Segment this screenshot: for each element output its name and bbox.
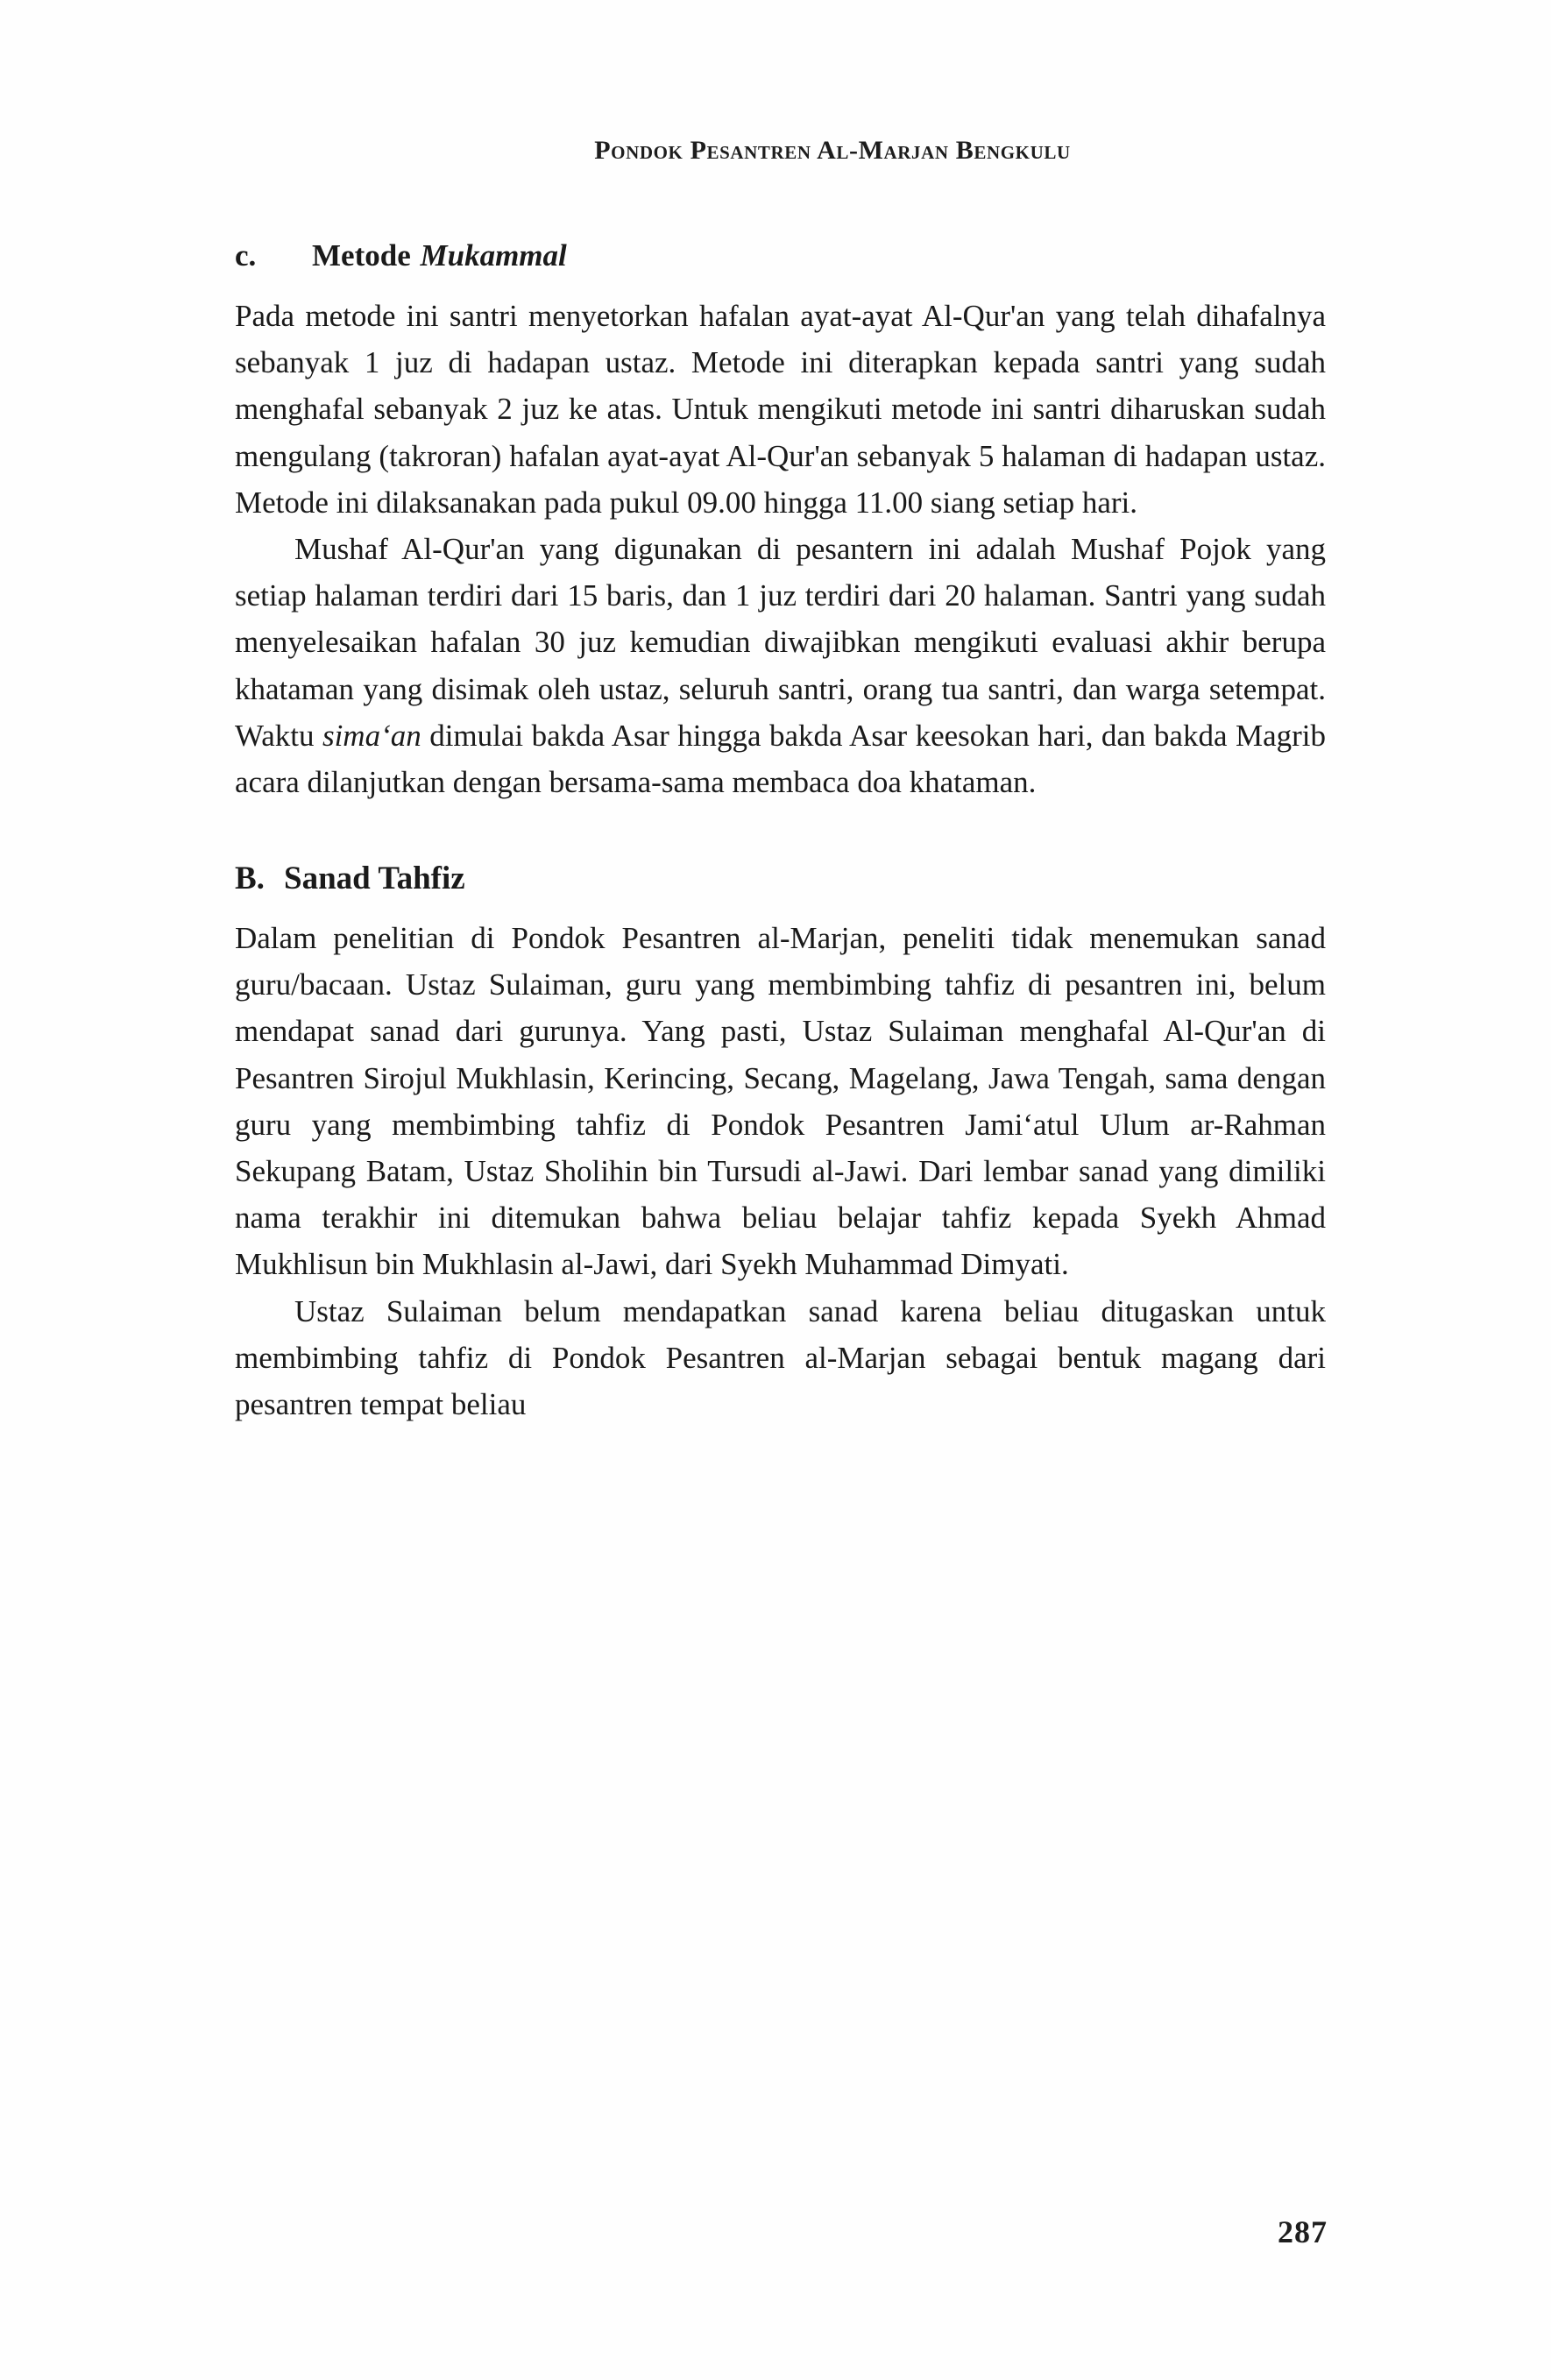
paragraph-2-part2: dimulai bakda Asar hingga bakda Asar keesokan hari, dan bakda Magrib acara dilanjutkan dengan bersama-sama membaca doa khataman.: [235, 718, 1326, 799]
section-heading: [235, 860, 1326, 897]
paragraph-4: Ustaz Sulaiman belum mendapatkan sanad karena beliau ditugaskan untuk membimbing tahfiz di Pondok Pesantren al-Marjan sebagai bentuk magang dari pesantren tempat beliau: [235, 1293, 1326, 1421]
page-body: [235, 238, 1326, 1427]
section-title: Sanad Tahfiz: [284, 861, 465, 897]
subsection-heading: [235, 238, 1326, 273]
running-head: Pondok Pesantren Al-Marjan Bengkulu: [594, 136, 1071, 165]
paragraph-2: [235, 526, 1326, 805]
subsection-marker: c.: [235, 238, 257, 273]
paragraph-3: Dalam penelitian di Pondok Pesantren al-Marjan, peneliti tidak menemukan sanad guru/bacaan. Ustaz Sulaiman, guru yang membimbing tahfiz di pesantren ini, belum mendapat sanad dari gurunya. Yang pasti, Ustaz Sulaiman menghafal Al-Qur'an di Pesantren Sirojul Mukhlasin, Kerincing, Secang, Magelang, Jawa Tengah, sama dengan guru yang membimbing tahfiz di Pondok Pesantren Jami‘atul Ulum ar-Rahman Sekupang Batam, Ustaz Sholihin bin Tursudi al-Jawi. Dari lembar sanad yang dimiliki nama terakhir ini ditemukan bahwa beliau belajar tahfiz kepada Syekh Ahmad Mukhlisun bin Mukhlasin al-Jawi, dari Syekh Muhammad Dimyati.: [235, 921, 1326, 1282]
paragraph-2-italic: sima‘an: [322, 718, 421, 753]
page-number: 287: [1278, 2214, 1328, 2249]
subsection-title-italic: Mukammal: [420, 238, 567, 273]
paragraph-1: Pada metode ini santri menyetorkan hafalan ayat-ayat Al-Qur'an yang telah dihafalnya sebanyak 1 juz di hadapan ustaz. Metode ini diterapkan kepada santri yang sudah menghafal sebanyak 2 juz ke atas. Untuk mengikuti metode ini santri diharuskan sudah mengulang (takroran) hafalan ayat-ayat Al-Qur'an sebanyak 5 halaman di hadapan ustaz. Metode ini dilaksanakan pada pukul 09.00 hingga 11.00 siang setiap hari.: [235, 299, 1326, 520]
subsection-title: Metode Mukammal: [312, 238, 567, 273]
section-marker: B.: [235, 861, 265, 897]
paragraph-2-part1: Mushaf Al-Qur'an yang digunakan di pesantern ini adalah Mushaf Pojok yang setiap halaman terdiri dari 15 baris, dan 1 juz terdiri dari 20 halaman. Santri yang sudah menyelesaikan hafalan 30 juz kemudian diwajibkan mengikuti evaluasi akhir berupa khataman yang disimak oleh ustaz, seluruh santri, orang tua santri, dan warga setempat. Waktu: [235, 531, 1326, 753]
